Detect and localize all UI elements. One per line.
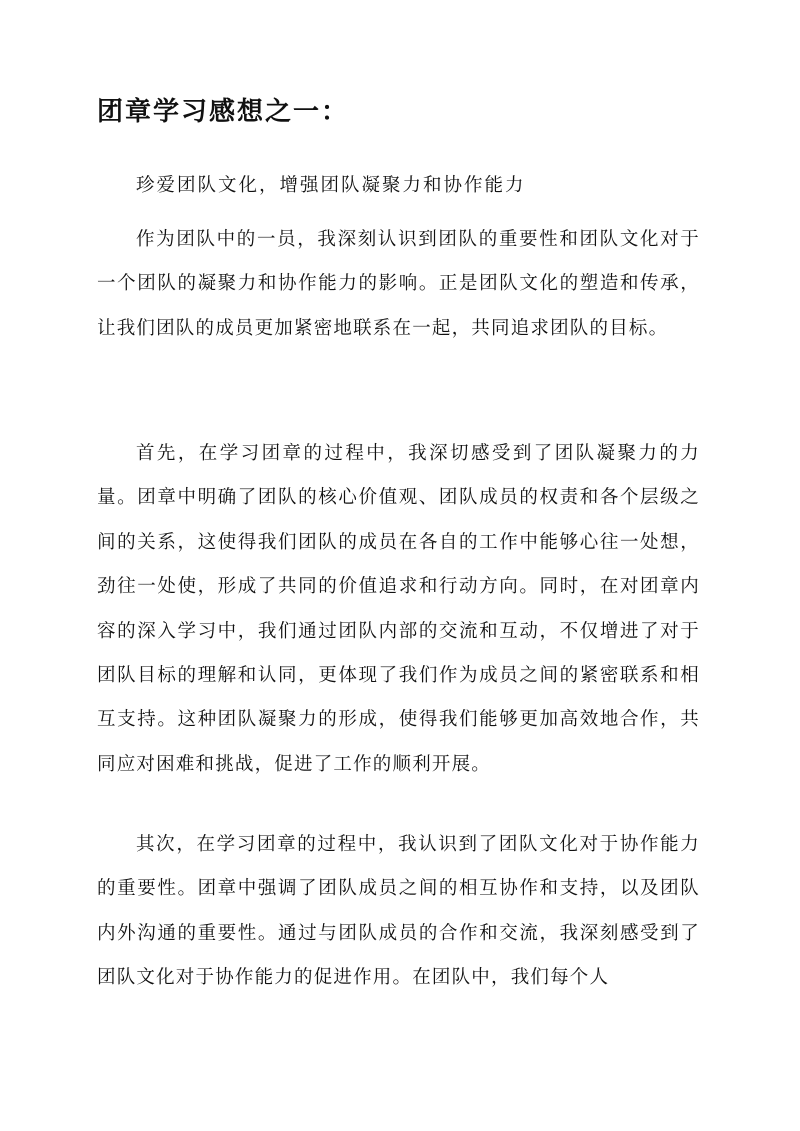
paragraph-3: 其次，在学习团章的过程中，我认识到了团队文化对于协作能力的重要性。团章中强调了团队成员之间的相互协作和支持，以及团队内外沟通的重要性。通过与团队成员的合作和交流，我深刻感受到了团队文化对于协作能力的促进作用。在团队中，我们每个人 [97,834,700,989]
document-title: 团章学习感想之一： [97,97,350,127]
paragraph-1: 作为团队中的一员，我深刻认识到团队的重要性和团队文化对于一个团队的凝聚力和协作能力的影响。正是团队文化的塑造和传承，让我们团队的成员更加紧密地联系在一起，共同追求团队的目标。 [97,229,700,339]
document-subtitle: 珍爱团队文化，增强团队凝聚力和协作能力 [136,175,526,196]
paragraph-2: 首先，在学习团章的过程中，我深切感受到了团队凝聚力的力量。团章中明确了团队的核心价值观、团队成员的权责和各个层级之间的关系，这使得我们团队的成员在各自的工作中能够心往一处想，劲往一处使，形成了共同的价值追求和行动方向。同时，在对团章内容的深入学习中，我们通过团队内部的交流和互动，不仅增进了对于团队目标的理解和认同，更体现了我们作为成员之间的紧密联系和相互支持。这种团队凝聚力的形成，使得我们能够更加高效地合作，共同应对困难和挑战，促进了工作的顺利开展。 [97,443,700,775]
